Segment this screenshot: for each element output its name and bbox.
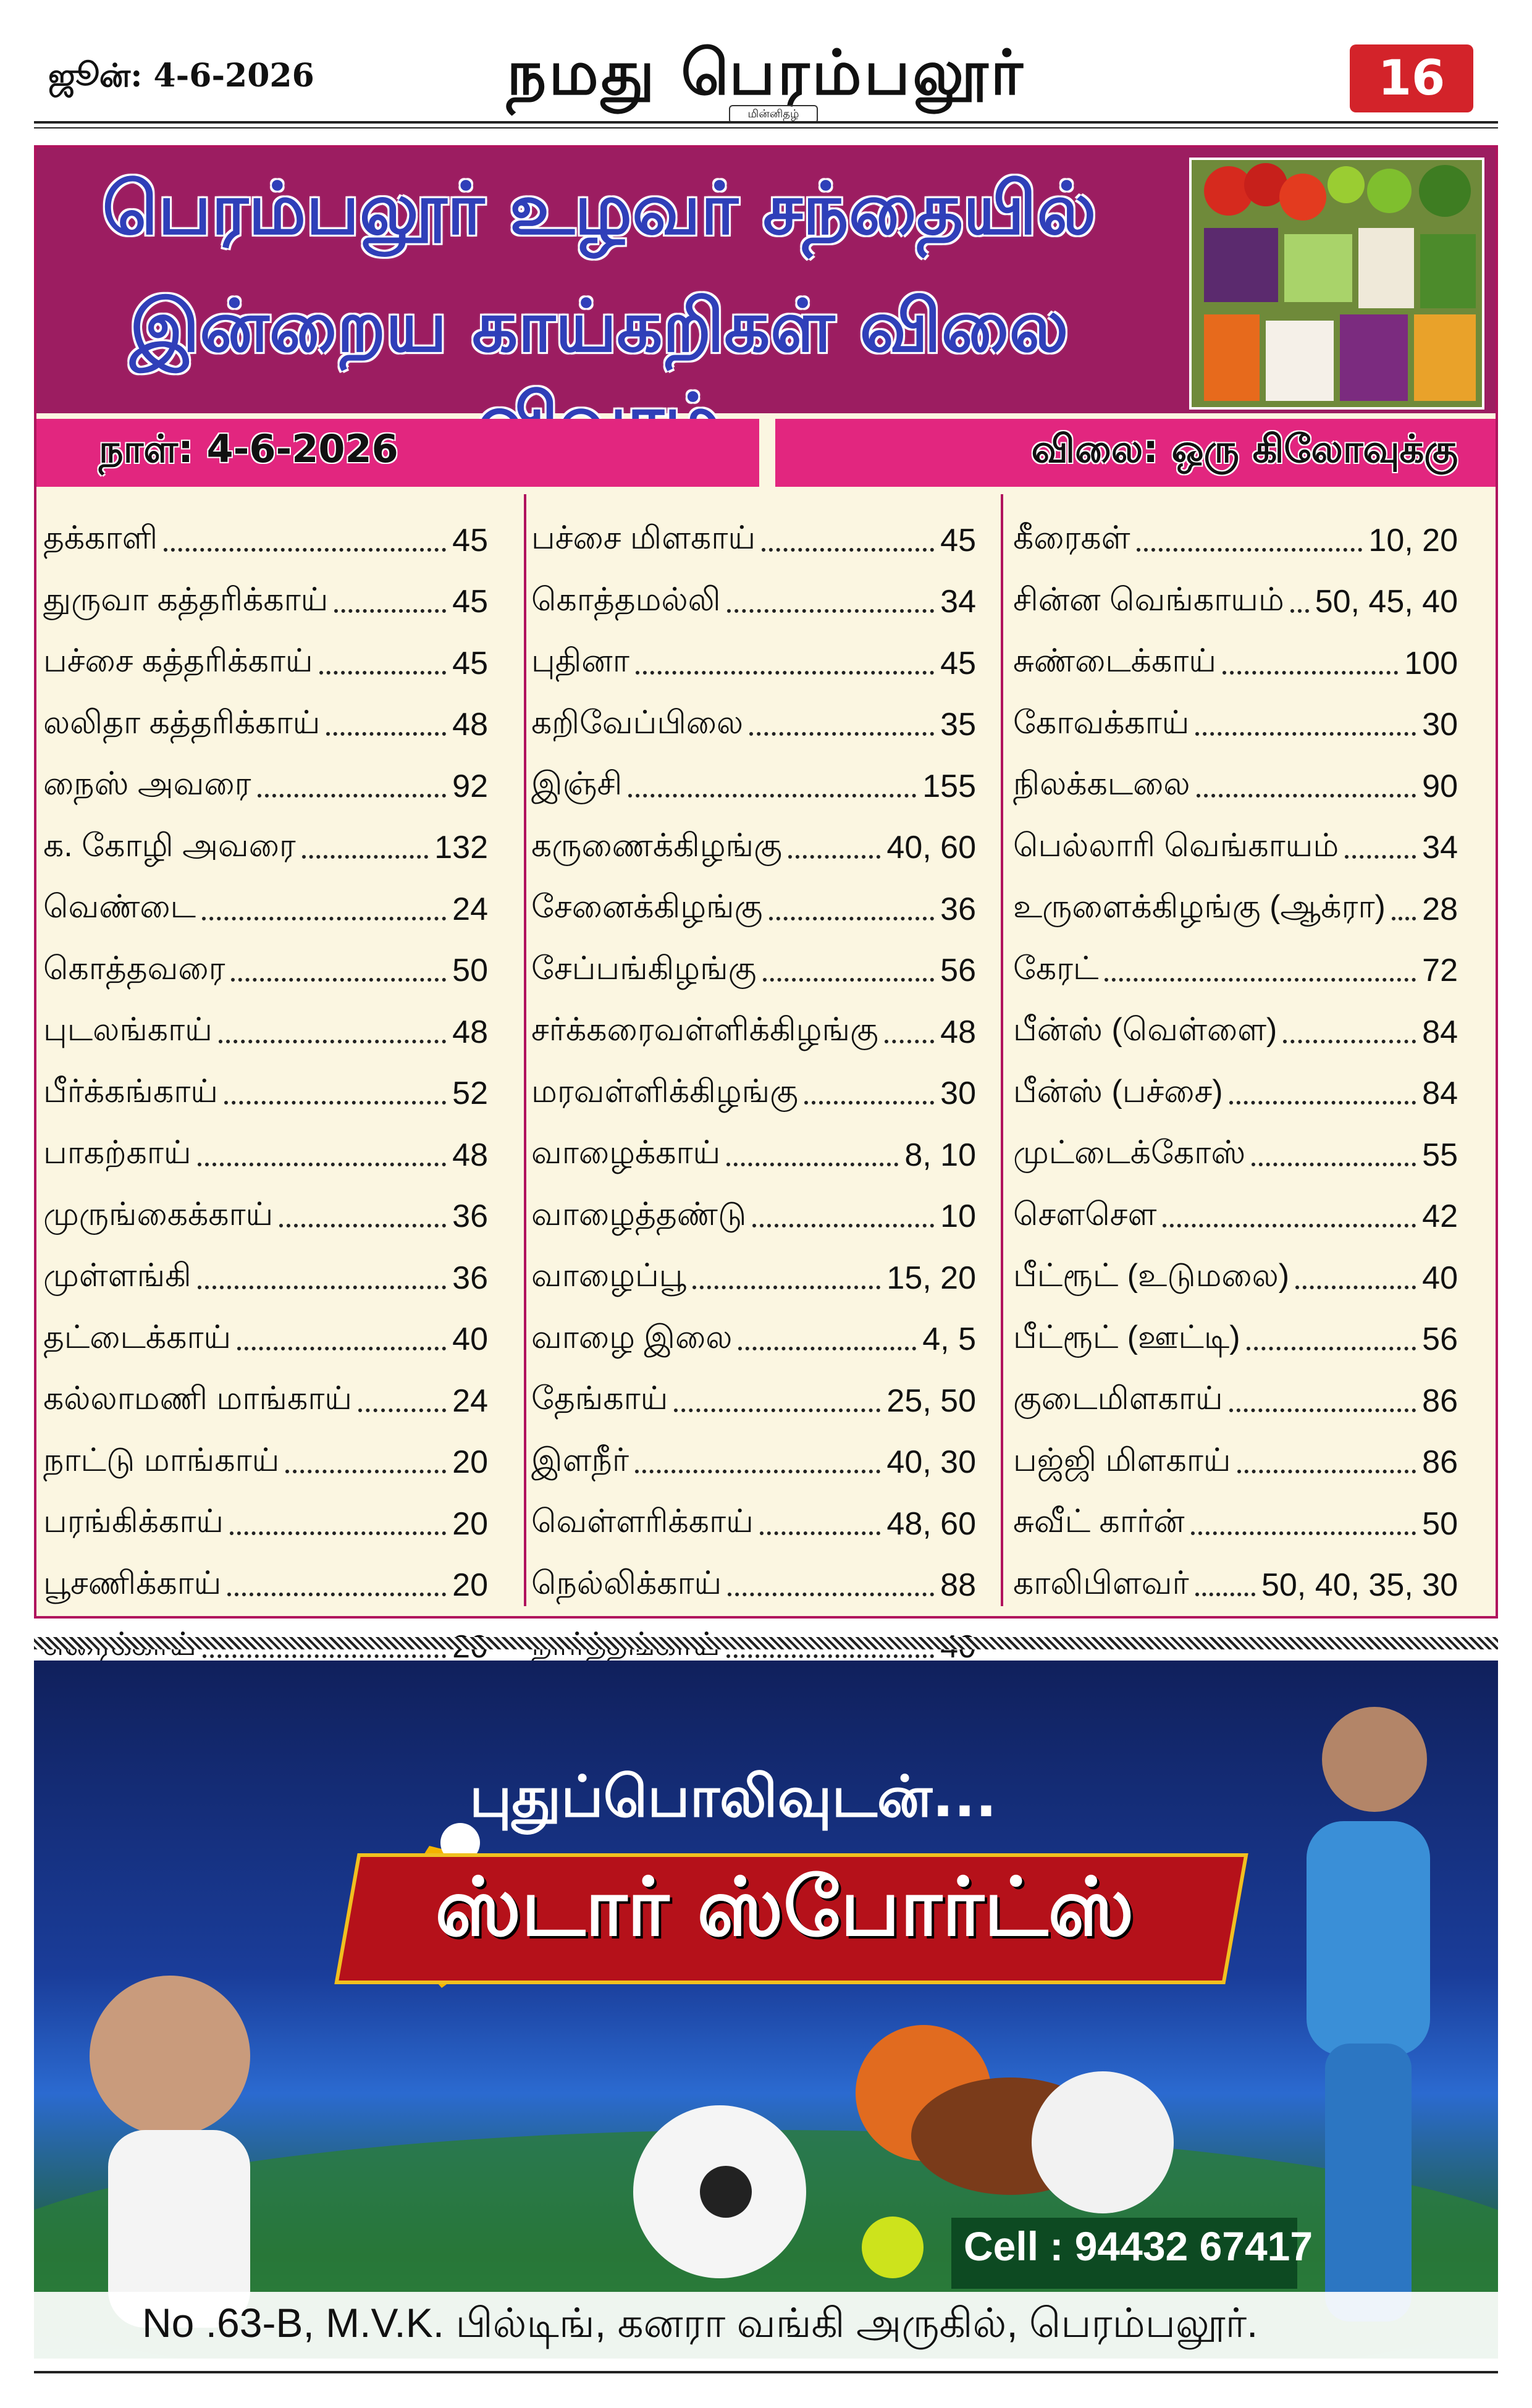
vegetable-price: 34 — [1422, 830, 1458, 866]
vegetable-name: வெண்டை — [43, 889, 196, 925]
vegetable-price: 55 — [1422, 1137, 1458, 1173]
vegetable-price: 40 — [452, 1321, 488, 1358]
dot-leader — [692, 1267, 881, 1289]
divider-hatch — [34, 1637, 1498, 1649]
vegetable-name: கேரட் — [1013, 950, 1099, 987]
price-row — [1013, 633, 1458, 694]
vegetable-name: பரங்கிக்காய் — [43, 1504, 224, 1540]
vegetable-price: 42 — [1422, 1198, 1458, 1235]
vegetable-name: பஜ்ஜி மிளகாய் — [1013, 1442, 1231, 1478]
vegetable-name: சுவீட் கார்ன் — [1013, 1504, 1185, 1540]
vegetable-name: பீர்க்கங்காய் — [43, 1073, 218, 1109]
dot-leader — [763, 959, 935, 982]
dot-leader — [1229, 1390, 1416, 1412]
vegetable-price: 86 — [1422, 1383, 1458, 1419]
ad-brand-name: ஸ்டார் ஸ்போர்ட்ஸ் — [435, 1859, 1134, 1954]
vegetable-name: சர்க்கரைவள்ளிக்கிழங்கு — [531, 1012, 878, 1048]
vegetable-name: கறிவேப்பிலை — [531, 704, 744, 741]
vegetable-name: பீட்ரூட் (ஊட்டி) — [1013, 1319, 1240, 1355]
vegetable-price: 45 — [452, 584, 488, 620]
vegetable-price: 48 — [452, 707, 488, 743]
price-row — [531, 694, 976, 756]
vegetable-name: உருளைக்கிழங்கு (ஆக்ரா) — [1013, 889, 1386, 925]
vegetable-price: 30 — [1422, 707, 1458, 743]
vegetable-name: மரவள்ளிக்கிழங்கு — [531, 1073, 799, 1109]
vegetable-name: நெல்லிக்காய் — [531, 1565, 722, 1601]
dot-leader — [1163, 1205, 1416, 1227]
vegetable-name: க. கோழி அவரை — [43, 827, 296, 864]
price-row — [43, 1124, 488, 1186]
vegetable-price: 40 — [1422, 1260, 1458, 1296]
vegetable-name: புடலங்காய் — [43, 1012, 213, 1048]
vegetable-name: பெல்லாரி வெங்காயம் — [1013, 827, 1339, 864]
dot-leader — [726, 1144, 898, 1166]
vegetable-price: 4, 5 — [922, 1321, 976, 1358]
dot-leader — [1191, 1513, 1416, 1535]
price-column-2 — [531, 510, 976, 1678]
dot-leader — [762, 529, 934, 552]
price-row — [43, 756, 488, 817]
dot-leader — [674, 1390, 880, 1412]
price-row — [43, 1432, 488, 1494]
vegetable-price: 20 — [452, 1444, 488, 1481]
vegetable-name: கொத்தவரை — [43, 950, 225, 987]
price-row — [1013, 1432, 1458, 1494]
vegetable-name: கொத்தமல்லி — [531, 581, 721, 618]
vegetable-name: முள்ளங்கி — [43, 1258, 192, 1294]
price-row — [43, 1186, 488, 1248]
vegetable-name: வாழைத்தண்டு — [531, 1196, 747, 1232]
column-divider-2 — [1001, 494, 1003, 1606]
vegetable-name: சேப்பங்கிழங்கு — [531, 950, 757, 987]
vegetable-price: 45 — [452, 645, 488, 681]
vegetable-name: நைஸ் அவரை — [43, 766, 251, 802]
price-row — [43, 940, 488, 1002]
dot-leader — [885, 1021, 934, 1043]
vegetable-name: பாகற்காய் — [43, 1135, 192, 1171]
dot-leader — [1392, 898, 1416, 920]
price-row — [531, 817, 976, 879]
market-date: நாள்: 4-6-2026 — [99, 426, 398, 471]
dot-leader — [769, 898, 935, 920]
vegetable-price: 36 — [452, 1260, 488, 1296]
vegetable-price: 45 — [940, 522, 976, 558]
dot-leader — [319, 652, 447, 675]
dot-leader — [760, 1513, 881, 1535]
price-column-3 — [1013, 510, 1458, 1616]
dot-leader — [1237, 1451, 1416, 1473]
price-row — [531, 1001, 976, 1063]
dot-leader — [334, 591, 446, 613]
price-row — [531, 1247, 976, 1309]
vegetable-price: 56 — [940, 953, 976, 989]
price-row — [1013, 1124, 1458, 1186]
dot-leader — [279, 1205, 446, 1227]
vegetable-name: சேனைக்கிழங்கு — [531, 889, 763, 925]
dot-leader — [1195, 1574, 1255, 1596]
vegetable-price: 24 — [452, 891, 488, 927]
vegetable-price: 8, 10 — [904, 1137, 976, 1173]
dot-leader — [1345, 836, 1416, 859]
vegetable-price: 45 — [940, 645, 976, 681]
vegetable-price: 92 — [452, 768, 488, 804]
vegetable-name: புதினா — [531, 643, 629, 680]
price-row — [531, 1309, 976, 1371]
price-row — [43, 1063, 488, 1125]
price-row — [1013, 1370, 1458, 1432]
vegetable-price: 84 — [1422, 1014, 1458, 1050]
vegetable-price: 86 — [1422, 1444, 1458, 1481]
dot-leader — [728, 1574, 934, 1596]
market-title-line1: பெரம்பலூர் உழவர் சந்தையில் — [102, 167, 1096, 251]
price-row — [1013, 1247, 1458, 1309]
price-row — [531, 756, 976, 817]
dot-leader — [752, 1205, 934, 1227]
dot-leader — [258, 775, 447, 798]
dot-leader — [202, 898, 446, 920]
price-row — [43, 817, 488, 879]
vegetable-name: வாழைப்பூ — [531, 1258, 686, 1294]
vegetable-name: பீட்ரூட் (உடுமலை) — [1013, 1258, 1290, 1294]
vegetable-name: காலிபிளவர் — [1013, 1565, 1189, 1601]
vegetable-name: பீன்ஸ் (வெள்ளை) — [1013, 1012, 1277, 1048]
price-row — [1013, 510, 1458, 571]
price-row — [1013, 1063, 1458, 1125]
vegetable-price: 155 — [922, 768, 976, 804]
vegetable-price: 50 — [1422, 1505, 1458, 1542]
market-title-line2: இன்றைய காய்கறிகள் விலை — [130, 284, 1069, 368]
dot-leader — [635, 1451, 880, 1473]
vegetable-price: 25, 50 — [886, 1383, 976, 1419]
column-divider-1 — [524, 494, 526, 1606]
vegetable-name: பீன்ஸ் (பச்சை) — [1013, 1073, 1223, 1109]
dot-leader — [749, 714, 934, 736]
vegetable-name: குடைமிளகாய் — [1013, 1381, 1223, 1417]
vegetable-name: கீரைகள் — [1013, 520, 1130, 557]
issue-date: ஜூன்: 4-6-2026 — [48, 57, 314, 95]
dot-leader — [738, 1328, 916, 1350]
vegetable-price: 10 — [940, 1198, 976, 1235]
price-row — [43, 878, 488, 940]
dot-leader — [1137, 529, 1363, 552]
price-row — [1013, 817, 1458, 879]
vegetable-name: நாட்டு மாங்காய் — [43, 1442, 280, 1478]
price-row — [1013, 1309, 1458, 1371]
vegetable-price: 30 — [940, 1076, 976, 1112]
price-row — [531, 1493, 976, 1555]
dot-leader — [302, 836, 428, 859]
vegetable-price: 20 — [452, 1567, 488, 1604]
vegetable-price: 90 — [1422, 768, 1458, 804]
price-row — [43, 1001, 488, 1063]
vegetable-price: 36 — [940, 891, 976, 927]
vegetable-name: இஞ்சி — [531, 766, 623, 802]
vegetable-price: 88 — [940, 1567, 976, 1604]
dot-leader — [1229, 1082, 1416, 1105]
vegetable-name: தக்காளி — [43, 520, 158, 557]
vegetable-price: 15, 20 — [886, 1260, 976, 1296]
price-row — [43, 1370, 488, 1432]
dot-leader — [231, 959, 446, 982]
dot-leader — [727, 591, 935, 613]
price-row — [531, 510, 976, 571]
dot-leader — [219, 1021, 446, 1043]
dot-leader — [628, 775, 916, 798]
dot-leader — [358, 1390, 446, 1412]
vegetable-name: துருவா கத்தரிக்காய் — [43, 581, 329, 618]
price-row — [1013, 756, 1458, 817]
price-row — [43, 571, 488, 633]
vegetable-name: கல்லாமணி மாங்காய் — [43, 1381, 352, 1417]
price-row — [531, 633, 976, 694]
vegetable-price: 132 — [434, 830, 488, 866]
vegetables-photo — [1189, 158, 1484, 410]
dot-leader — [237, 1328, 446, 1350]
vegetable-name: நிலக்கடலை — [1013, 766, 1190, 802]
vegetable-name: வெள்ளரிக்காய் — [531, 1504, 754, 1540]
dot-leader — [1283, 1021, 1416, 1043]
vegetable-name: பச்சை மிளகாய் — [531, 520, 756, 557]
price-row — [43, 633, 488, 694]
vegetable-price: 48 — [452, 1014, 488, 1050]
page-number-badge: 16 — [1350, 44, 1473, 112]
price-row — [531, 1063, 976, 1125]
dot-leader — [227, 1574, 446, 1596]
price-row — [531, 571, 976, 633]
vegetable-price: 48 — [452, 1137, 488, 1173]
price-row — [1013, 1001, 1458, 1063]
dot-leader — [1197, 775, 1416, 798]
dot-leader — [230, 1513, 446, 1535]
dot-leader — [326, 714, 446, 736]
vegetable-name: சின்ன வெங்காயம் — [1013, 581, 1284, 618]
vegetable-name: இளநீர் — [531, 1442, 629, 1478]
vegetable-name: முட்டைக்கோஸ் — [1013, 1135, 1246, 1171]
vegetable-price: 34 — [940, 584, 976, 620]
dot-leader — [1290, 591, 1309, 613]
vegetable-name: வாழைக்காய் — [531, 1135, 721, 1171]
dot-leader — [1223, 652, 1398, 675]
dot-leader — [636, 652, 934, 675]
price-row — [43, 694, 488, 756]
vegetable-price: 56 — [1422, 1321, 1458, 1358]
vegetable-price: 84 — [1422, 1076, 1458, 1112]
dot-leader — [198, 1144, 447, 1166]
price-row — [1013, 1186, 1458, 1248]
price-unit: விலை: ஒரு கிலோவுக்கு — [1031, 426, 1458, 471]
price-row — [1013, 878, 1458, 940]
header-rule — [34, 121, 1498, 124]
vegetable-name: கருணைக்கிழங்கு — [531, 827, 782, 864]
vegetable-price: 20 — [452, 1505, 488, 1542]
vegetable-name: தட்டைக்காய் — [43, 1319, 232, 1355]
price-row — [43, 1247, 488, 1309]
dot-leader — [164, 529, 446, 552]
dot-leader — [788, 836, 880, 859]
ad-tagline: புதுப்பொலிவுடன்... — [469, 1764, 997, 1830]
vegetable-price: 28 — [1422, 891, 1458, 927]
price-row — [43, 1555, 488, 1617]
price-row — [43, 1309, 488, 1371]
dot-leader — [285, 1451, 446, 1473]
vegetable-name: லலிதா கத்தரிக்காய் — [43, 704, 321, 741]
vegetable-price: 10, 20 — [1368, 522, 1458, 558]
vegetable-price: 48, 60 — [886, 1505, 976, 1542]
ad-address: No .63-B, M.V.K. பில்டிங், கனரா வங்கி அருகில், பெரம்பலூர். — [142, 2300, 1258, 2346]
vegetable-price: 36 — [452, 1198, 488, 1235]
price-column-1 — [43, 510, 488, 1678]
price-row — [1013, 571, 1458, 633]
price-row — [531, 1555, 976, 1617]
price-row — [1013, 940, 1458, 1002]
vegetable-price: 40, 30 — [886, 1444, 976, 1481]
vegetable-price: 52 — [452, 1076, 488, 1112]
price-row — [531, 878, 976, 940]
vegetable-price: 48 — [940, 1014, 976, 1050]
vegetable-name: சுண்டைக்காய் — [1013, 643, 1216, 680]
vegetable-price: 72 — [1422, 953, 1458, 989]
price-row — [531, 1124, 976, 1186]
vegetable-price: 24 — [452, 1383, 488, 1419]
dot-leader — [804, 1082, 934, 1105]
dot-leader — [1105, 959, 1416, 982]
dot-leader — [1247, 1328, 1416, 1350]
price-row — [531, 1186, 976, 1248]
price-row — [531, 1432, 976, 1494]
dot-leader — [1195, 714, 1416, 736]
vegetable-price: 45 — [452, 522, 488, 558]
footer-rule — [34, 2371, 1498, 2373]
price-row — [43, 1493, 488, 1555]
dot-leader — [198, 1267, 446, 1289]
vegetable-name: பூசணிக்காய் — [43, 1565, 222, 1601]
vegetable-price: 50, 45, 40 — [1315, 584, 1458, 620]
vegetable-name: பச்சை கத்தரிக்காய் — [43, 643, 313, 680]
vegetable-price: 50 — [452, 953, 488, 989]
vegetable-price: 100 — [1404, 645, 1458, 681]
dot-leader — [1252, 1144, 1416, 1166]
header-rule-thin — [34, 127, 1498, 128]
vegetable-name: கோவக்காய் — [1013, 704, 1190, 741]
masthead-title: நமது பெரம்பலூர் — [507, 36, 1025, 109]
vegetable-name: முருங்கைக்காய் — [43, 1196, 274, 1232]
price-row — [531, 940, 976, 1002]
price-row — [43, 510, 488, 571]
masthead-tag: மின்னிதழ் — [729, 105, 818, 124]
price-row — [1013, 1493, 1458, 1555]
price-row — [1013, 1555, 1458, 1617]
ad-phone: Cell : 94432 67417 — [964, 2223, 1313, 2269]
dot-leader — [224, 1082, 446, 1105]
vegetable-name: வாழை இலை — [531, 1319, 733, 1355]
vegetable-price: 35 — [940, 707, 976, 743]
vegetable-name: தேங்காய் — [531, 1381, 668, 1417]
price-row — [531, 1370, 976, 1432]
vegetable-price: 50, 40, 35, 30 — [1261, 1567, 1458, 1604]
dot-leader — [1295, 1267, 1416, 1289]
vegetable-price: 40, 60 — [886, 830, 976, 866]
price-row — [1013, 694, 1458, 756]
vegetable-name: சௌசௌ — [1013, 1196, 1157, 1232]
